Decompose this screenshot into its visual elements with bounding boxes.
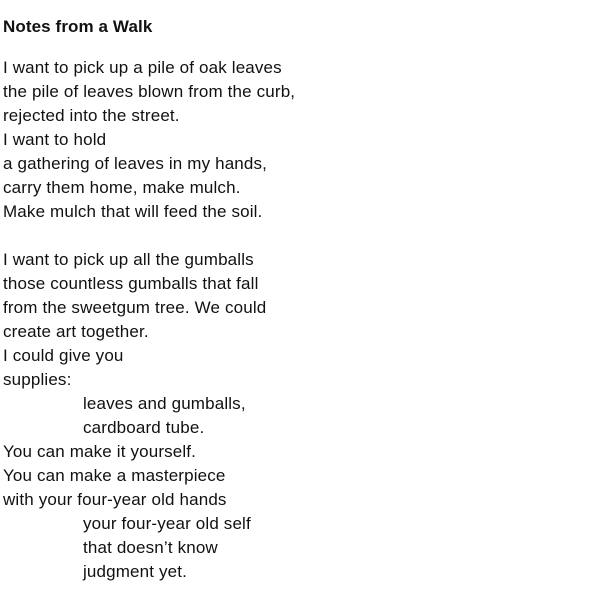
poem-line: I want to pick up a pile of oak leaves: [3, 58, 282, 77]
poem-line: create art together.: [3, 322, 149, 341]
poem-line: I could give you: [3, 346, 124, 365]
poem-line: carry them home, make mulch.: [3, 178, 241, 197]
poem-line-indented: judgment yet.: [83, 562, 188, 581]
stanza-1: [3, 56, 593, 224]
poem-line: rejected into the street.: [3, 106, 180, 125]
poem-line-indented: your four-year old self: [83, 514, 251, 533]
poem-line: Make mulch that will feed the soil.: [3, 202, 263, 221]
poem-line: You can make it yourself.: [3, 442, 197, 461]
poem-line: with your four-year old hands: [3, 490, 227, 509]
poem-line: I want to hold: [3, 130, 107, 149]
poem-line: the pile of leaves blown from the curb,: [3, 82, 296, 101]
poem-line-indented: that doesn’t know: [83, 538, 218, 557]
stanza-2: [3, 248, 593, 584]
poem-line: a gathering of leaves in my hands,: [3, 154, 268, 173]
poem-line: from the sweetgum tree. We could: [3, 298, 267, 317]
poem-line: those countless gumballs that fall: [3, 274, 259, 293]
poem-line: I want to pick up all the gumballs: [3, 250, 254, 269]
poem-title: Notes from a Walk: [3, 17, 153, 36]
poem-document: [3, 14, 593, 584]
poem-line-indented: cardboard tube.: [83, 418, 205, 437]
poem-line-indented: leaves and gumballs,: [83, 394, 246, 413]
poem-line: supplies:: [3, 370, 72, 389]
poem-line: You can make a masterpiece: [3, 466, 226, 485]
